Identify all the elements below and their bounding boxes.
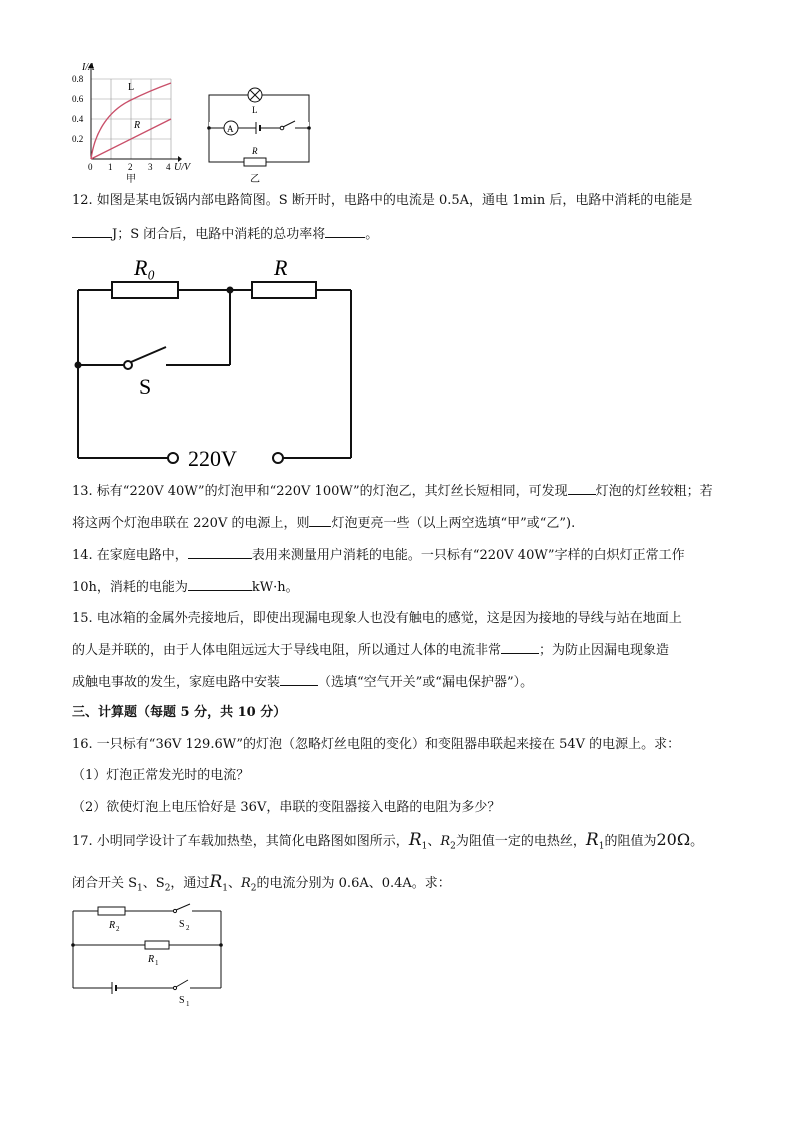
circuit-caption: 乙 xyxy=(250,174,260,185)
answer-blank[interactable] xyxy=(188,578,252,591)
s2-label: S xyxy=(179,919,185,930)
q15-line2: 的人是并联的，由于人体电阻远远大于导线电阻，所以通过人体的电流非常 ；为防止因漏电现象造 xyxy=(72,643,670,658)
graph-caption: 甲 xyxy=(126,174,136,185)
s1-sub: 1 xyxy=(186,1000,190,1008)
x-axis-label: U/V xyxy=(174,162,191,173)
circuit-q17 xyxy=(68,900,233,1012)
section-title: 三、计算题（每题 5 分，共 10 分） xyxy=(72,705,287,720)
q13-line1: 13. 标有“220V 40W”的灯泡甲和“220V 100W”的灯泡乙，其灯丝长短相同，可发现 灯泡的灯丝较粗；若 xyxy=(72,484,713,499)
curve-r-label: R xyxy=(134,120,141,131)
q14-line1: 14. 在家庭电路中， 表用来测量用户消耗的电能。一只标有“220V 40W”字样的白炽灯正常工作 xyxy=(72,548,685,563)
answer-blank[interactable] xyxy=(72,225,112,238)
answer-blank[interactable] xyxy=(325,225,365,238)
y-tick: 0.6 xyxy=(72,94,84,104)
r2-label: R xyxy=(109,920,116,931)
r1-sub: 1 xyxy=(155,959,159,967)
curve-l-label: L xyxy=(128,82,135,93)
x-tick: 3 xyxy=(148,162,153,172)
q16-sub1: （1）灯泡正常发光时的电流？ xyxy=(72,768,250,783)
q12-line2: J；S 闭合后，电路中消耗的总功率将 。 xyxy=(72,225,378,244)
circuit-yi xyxy=(200,78,315,186)
iu-graph xyxy=(70,60,200,185)
x-tick: 1 xyxy=(108,162,113,172)
resistor-label: R xyxy=(252,146,258,156)
q16-line1: 16. 一只标有“36V 129.6W”的灯泡（忽略灯丝电阻的变化）和变阻器串联起来接在 54V 的电源上。求： xyxy=(72,737,681,752)
lamp-label: L xyxy=(252,105,258,115)
q15-line1: 15. 电冰箱的金属外壳接地后，即使出现漏电现象人也没有触电的感觉，这是因为接地的导线与站在地面上 xyxy=(72,611,682,626)
r2-sub: 2 xyxy=(116,925,120,933)
r-label: R xyxy=(274,255,288,280)
q17-line1: 17. 小明同学设计了车载加热垫，其简化电路图如图所示，$R_1$、$R_2$为阻值一定的电热丝，$R_1$的阻值为20Ω。 xyxy=(72,830,704,852)
answer-blank[interactable] xyxy=(568,482,596,495)
answer-blank[interactable] xyxy=(309,514,331,527)
x-tick: 4 xyxy=(166,162,171,172)
s1-label: S xyxy=(179,995,185,1006)
x-tick: 2 xyxy=(128,162,133,172)
x-tick: 0 xyxy=(88,162,93,172)
q16-sub2: （2）欲使灯泡上电压恰好是 36V，串联的变阻器接入电路的电阻为多少？ xyxy=(72,800,501,815)
voltage-label: 220V xyxy=(188,446,237,471)
answer-blank[interactable] xyxy=(501,641,539,654)
y-tick: 0.4 xyxy=(72,114,84,124)
s2-sub: 2 xyxy=(186,924,190,932)
switch-label: S xyxy=(139,374,152,399)
r0-label: R₀ xyxy=(134,255,156,280)
circuit-q12 xyxy=(68,250,368,472)
q15-line3: 成触电事故的发生，家庭电路中安装 （选填“空气开关”或“漏电保护器”）。 xyxy=(72,675,534,690)
y-tick: 0.8 xyxy=(72,74,84,84)
q17-line2: 闭合开关 $S_1$、$S_2$，通过$R_1$、$R_2$的电流分别为 0.6A、0.4A。求： xyxy=(72,872,451,894)
q12-line1: 12. 如图是某电饭锅内部电路简图。S 断开时，电路中的电流是 0.5A，通电 1min 后，电路中消耗的电能是 xyxy=(72,193,693,208)
ammeter-label: A xyxy=(227,124,234,134)
r1-label: R xyxy=(148,954,155,965)
y-tick: 0.2 xyxy=(72,134,84,144)
q13-line2: 将这两个灯泡串联在 220V 的电源上，则 灯泡更亮一些（以上两空选填“甲”或“乙”). xyxy=(72,516,576,531)
q14-line2: 10h，消耗的电能为 kW·h。 xyxy=(72,580,299,595)
answer-blank[interactable] xyxy=(188,546,252,559)
answer-blank[interactable] xyxy=(280,673,318,686)
y-axis-label: I/A xyxy=(82,62,95,73)
